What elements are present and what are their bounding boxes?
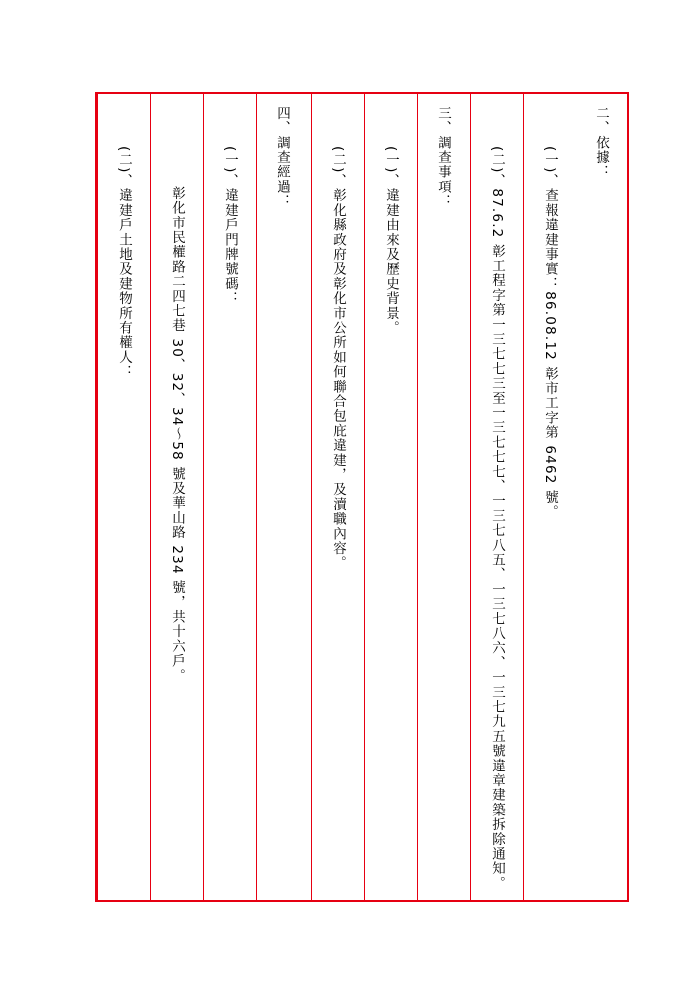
item-text: (二)、彰化縣政府及彰化市公所如何聯合包庇違建，及瀆職內容。 <box>330 146 346 571</box>
item-text: (二)、違建戶土地及建物所有權人： <box>116 146 132 380</box>
column-5 <box>364 94 417 900</box>
section-heading-4: 四、調查經過： <box>274 106 290 209</box>
column-7 <box>256 94 309 900</box>
item-text: (二)、87.6.2 彰工程字第一三七七三至一三七七七、一三七八五、一三七八六、一三七九五號違章建築拆除通知。 <box>489 146 505 891</box>
section-heading-2: 二、依據： <box>593 106 609 180</box>
section-heading-3: 三、調查事項： <box>435 106 451 209</box>
column-8 <box>203 94 256 900</box>
item-text: (一)、查報違建事實：86.08.12 彰市工字第 6462 號。 <box>542 146 558 520</box>
column-3 <box>470 94 523 900</box>
document-frame <box>95 92 629 902</box>
column-2 <box>523 94 576 900</box>
column-4 <box>417 94 470 900</box>
column-1 <box>576 94 629 900</box>
item-text: (一)、違建由來及歷史背景。 <box>383 146 399 336</box>
column-9 <box>150 94 203 900</box>
column-10 <box>97 94 150 900</box>
column-6 <box>311 94 364 900</box>
item-text: (一)、違建戶門牌號碼： <box>222 146 238 306</box>
address-text: 彰化市民權路二四七巷 30、32、34～58 號及華山路 234 號，共十六戶。 <box>169 186 185 684</box>
